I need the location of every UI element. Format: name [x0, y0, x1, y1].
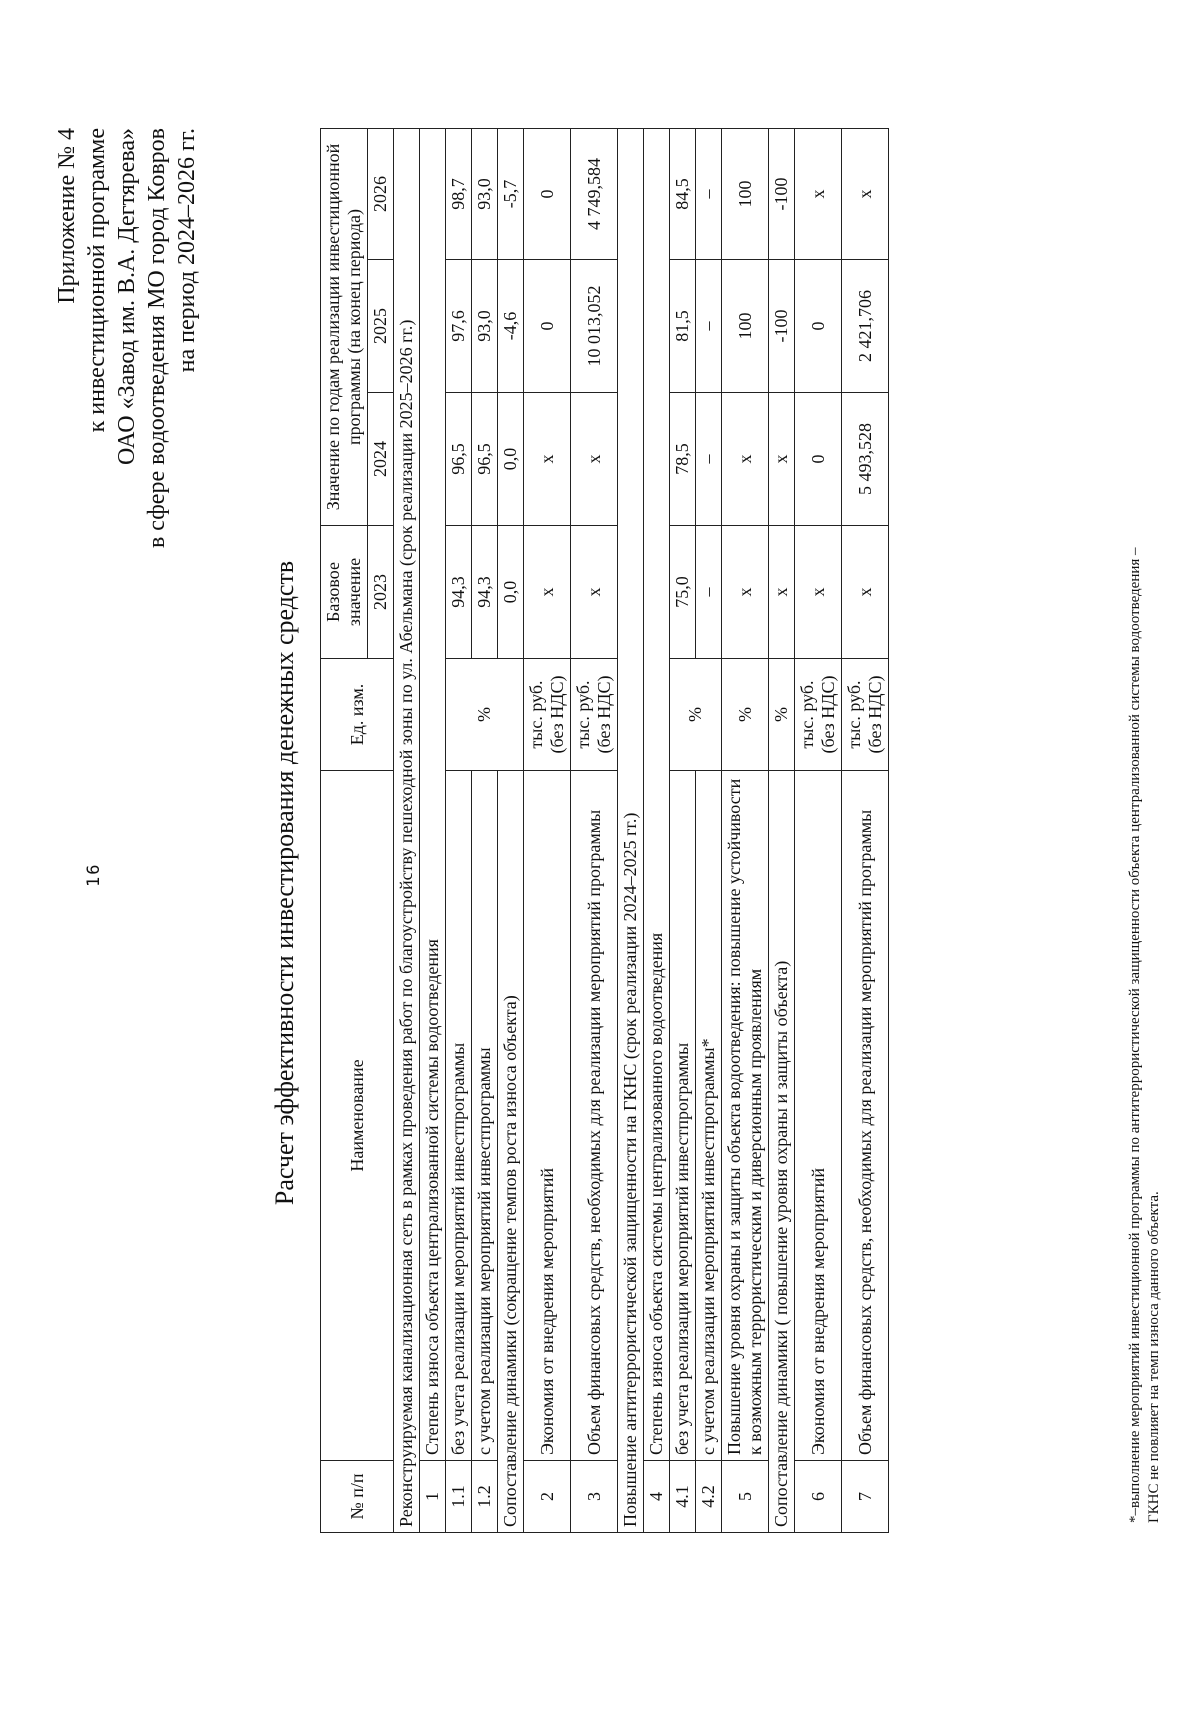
table-row — [696, 128, 722, 1532]
appendix-line-3: ОАО «Завод им. В.А. Дегтярева» — [114, 128, 140, 466]
footnote — [1126, 143, 1164, 1523]
table-row — [644, 128, 670, 1532]
cell-value: – — [696, 260, 722, 393]
cell-unit: % — [769, 659, 795, 771]
cell-value: 94,3 — [472, 526, 498, 659]
cell-value: 75,0 — [670, 526, 696, 659]
cell-value: 98,7 — [446, 128, 472, 259]
cell-value: 0 — [795, 260, 842, 393]
cell-name: Экономия от внедрения мероприятий — [795, 771, 842, 1461]
footnote-line-1: *–выполнение мероприятий инвестиционной программы по антитеррористической защищенности объекта централизованной системы водоотведения – — [1127, 547, 1143, 1523]
cell-num: 1.1 — [446, 1461, 472, 1533]
cell-num: 1 — [420, 1461, 446, 1533]
header-num: № п/п — [321, 1461, 394, 1533]
cell-name: Объем финансовых средств, необходимых для реализации мероприятий программы — [842, 771, 889, 1461]
table-row — [524, 128, 571, 1532]
cell-name: с учетом реализации мероприятий инвестпрограммы — [472, 771, 498, 1461]
cell-value: 93,0 — [472, 128, 498, 259]
section-2-title: Повышение антитеррористической защищенности на ГКНС (срок реализации 2024–2025 гг.) — [618, 128, 644, 1532]
cell-value: 81,5 — [670, 260, 696, 393]
cell-name: Повышение уровня охраны и защиты объекта водоотведения: повышение устойчивости к возможным террористическим и диверсионным проявлениям — [722, 771, 769, 1461]
cell-value: 100 — [722, 128, 769, 259]
cell-value: – — [696, 393, 722, 526]
cell-value: х — [795, 128, 842, 259]
cell-value: 0 — [524, 260, 571, 393]
cell-value: х — [842, 128, 889, 259]
cell-value: 2 421,706 — [842, 260, 889, 393]
document-title: Расчет эффективности инвестирования денежных средств — [270, 560, 299, 1206]
cell-value: 97,6 — [446, 260, 472, 393]
cell-value: 100 — [722, 260, 769, 393]
cell-unit: % — [722, 659, 769, 771]
cell-value: 84,5 — [670, 128, 696, 259]
cell-value: х — [769, 393, 795, 526]
cell-value: 93,0 — [472, 260, 498, 393]
cell-num: 4 — [644, 1461, 670, 1533]
table-row — [498, 128, 524, 1532]
header-2024: 2024 — [368, 393, 394, 526]
cell-value: 94,3 — [446, 526, 472, 659]
cell-name: без учета реализации мероприятий инвестпрограммы — [670, 771, 696, 1461]
cell-unit: % — [670, 659, 722, 771]
cell-name: с учетом реализации мероприятий инвестпрограммы* — [696, 771, 722, 1461]
efficiency-table — [320, 128, 889, 1533]
appendix-line-2: к инвестиционной программе — [84, 128, 110, 433]
cell-value: 0,0 — [498, 393, 524, 526]
page-number: 16 — [84, 862, 104, 887]
cell-value: 0 — [524, 128, 571, 259]
header-years-group: Значение по годам реализации инвестиционной программы (на конец периода) — [321, 128, 368, 525]
cell-value: х — [795, 526, 842, 659]
table-row — [472, 128, 498, 1532]
cell-value: – — [696, 128, 722, 259]
cell-num: 2 — [524, 1461, 571, 1533]
cell-value: 10 013,052 — [571, 260, 618, 393]
appendix-line-1: Приложение № 4 — [54, 128, 80, 304]
cell-name: Сопоставление динамики ( повышение уровня охраны и защиты объекта) — [769, 771, 795, 1533]
cell-name: Объем финансовых средств, необходимых для реализации мероприятий программы — [571, 771, 618, 1461]
table-row — [420, 128, 446, 1532]
footnote-line-2: ГКНС не повлияет на темп износа данного объекта. — [1146, 1191, 1162, 1523]
section-row — [394, 128, 420, 1532]
section-row — [618, 128, 644, 1532]
cell-value: 0,0 — [498, 526, 524, 659]
cell-num: 3 — [571, 1461, 618, 1533]
cell-value: х — [524, 526, 571, 659]
cell-unit: тыс. руб. (без НДС) — [795, 659, 842, 771]
header-2026: 2026 — [368, 128, 394, 259]
section-1-title: Реконструируемая канализационная сеть в рамках проведения работ по благоустройству пешеходной зоны по ул. Абельмана (срок реализации 2025–2026 гг.) — [394, 128, 420, 1532]
cell-name: Сопоставление динамики (сокращение темпов роста износа объекта) — [498, 771, 524, 1533]
table-row — [842, 128, 889, 1532]
cell-value: -5,7 — [498, 128, 524, 259]
cell-unit: тыс. руб. (без НДС) — [524, 659, 571, 771]
cell-value: х — [524, 393, 571, 526]
header-base: Базовое значение — [321, 526, 368, 659]
table-row — [670, 128, 696, 1532]
cell-name: Экономия от внедрения мероприятий — [524, 771, 571, 1461]
cell-value: х — [722, 526, 769, 659]
cell-value: 78,5 — [670, 393, 696, 526]
cell-value: х — [769, 526, 795, 659]
cell-value: -100 — [769, 260, 795, 393]
table-row — [722, 128, 769, 1532]
cell-value: 5 493,528 — [842, 393, 889, 526]
appendix-header — [52, 128, 202, 548]
cell-value: 4 749,584 — [571, 128, 618, 259]
cell-num: 5 — [722, 1461, 769, 1533]
cell-num: 4.1 — [670, 1461, 696, 1533]
cell-value: х — [571, 393, 618, 526]
cell-num: 6 — [795, 1461, 842, 1533]
table-row — [446, 128, 472, 1532]
cell-value: -100 — [769, 128, 795, 259]
header-2023: 2023 — [368, 526, 394, 659]
header-row — [321, 128, 368, 1532]
cell-unit: тыс. руб. (без НДС) — [842, 659, 889, 771]
cell-name: Степень износа объекта системы централизованного водоотведения — [644, 128, 670, 1460]
cell-value: х — [842, 526, 889, 659]
cell-value: -4,6 — [498, 260, 524, 393]
cell-unit: тыс. руб. (без НДС) — [571, 659, 618, 771]
cell-num: 1.2 — [472, 1461, 498, 1533]
cell-value: – — [696, 526, 722, 659]
table-row — [769, 128, 795, 1532]
table-row — [795, 128, 842, 1532]
appendix-line-5: на период 2024–2026 гг. — [174, 128, 200, 373]
cell-name: Степень износа объекта централизованной системы водоотведения — [420, 128, 446, 1460]
cell-value: х — [571, 526, 618, 659]
cell-unit: % — [446, 659, 524, 771]
cell-num: 7 — [842, 1461, 889, 1533]
table-row — [571, 128, 618, 1532]
header-name: Наименование — [321, 771, 394, 1461]
cell-value: 96,5 — [446, 393, 472, 526]
appendix-line-4: в сфере водоотведения МО город Ковров — [144, 128, 170, 549]
cell-value: х — [722, 393, 769, 526]
header-2025: 2025 — [368, 260, 394, 393]
cell-value: 96,5 — [472, 393, 498, 526]
cell-num: 4.2 — [696, 1461, 722, 1533]
cell-value: 0 — [795, 393, 842, 526]
cell-name: без учета реализации мероприятий инвестпрограммы — [446, 771, 472, 1461]
header-unit: Ед. изм. — [321, 659, 394, 771]
